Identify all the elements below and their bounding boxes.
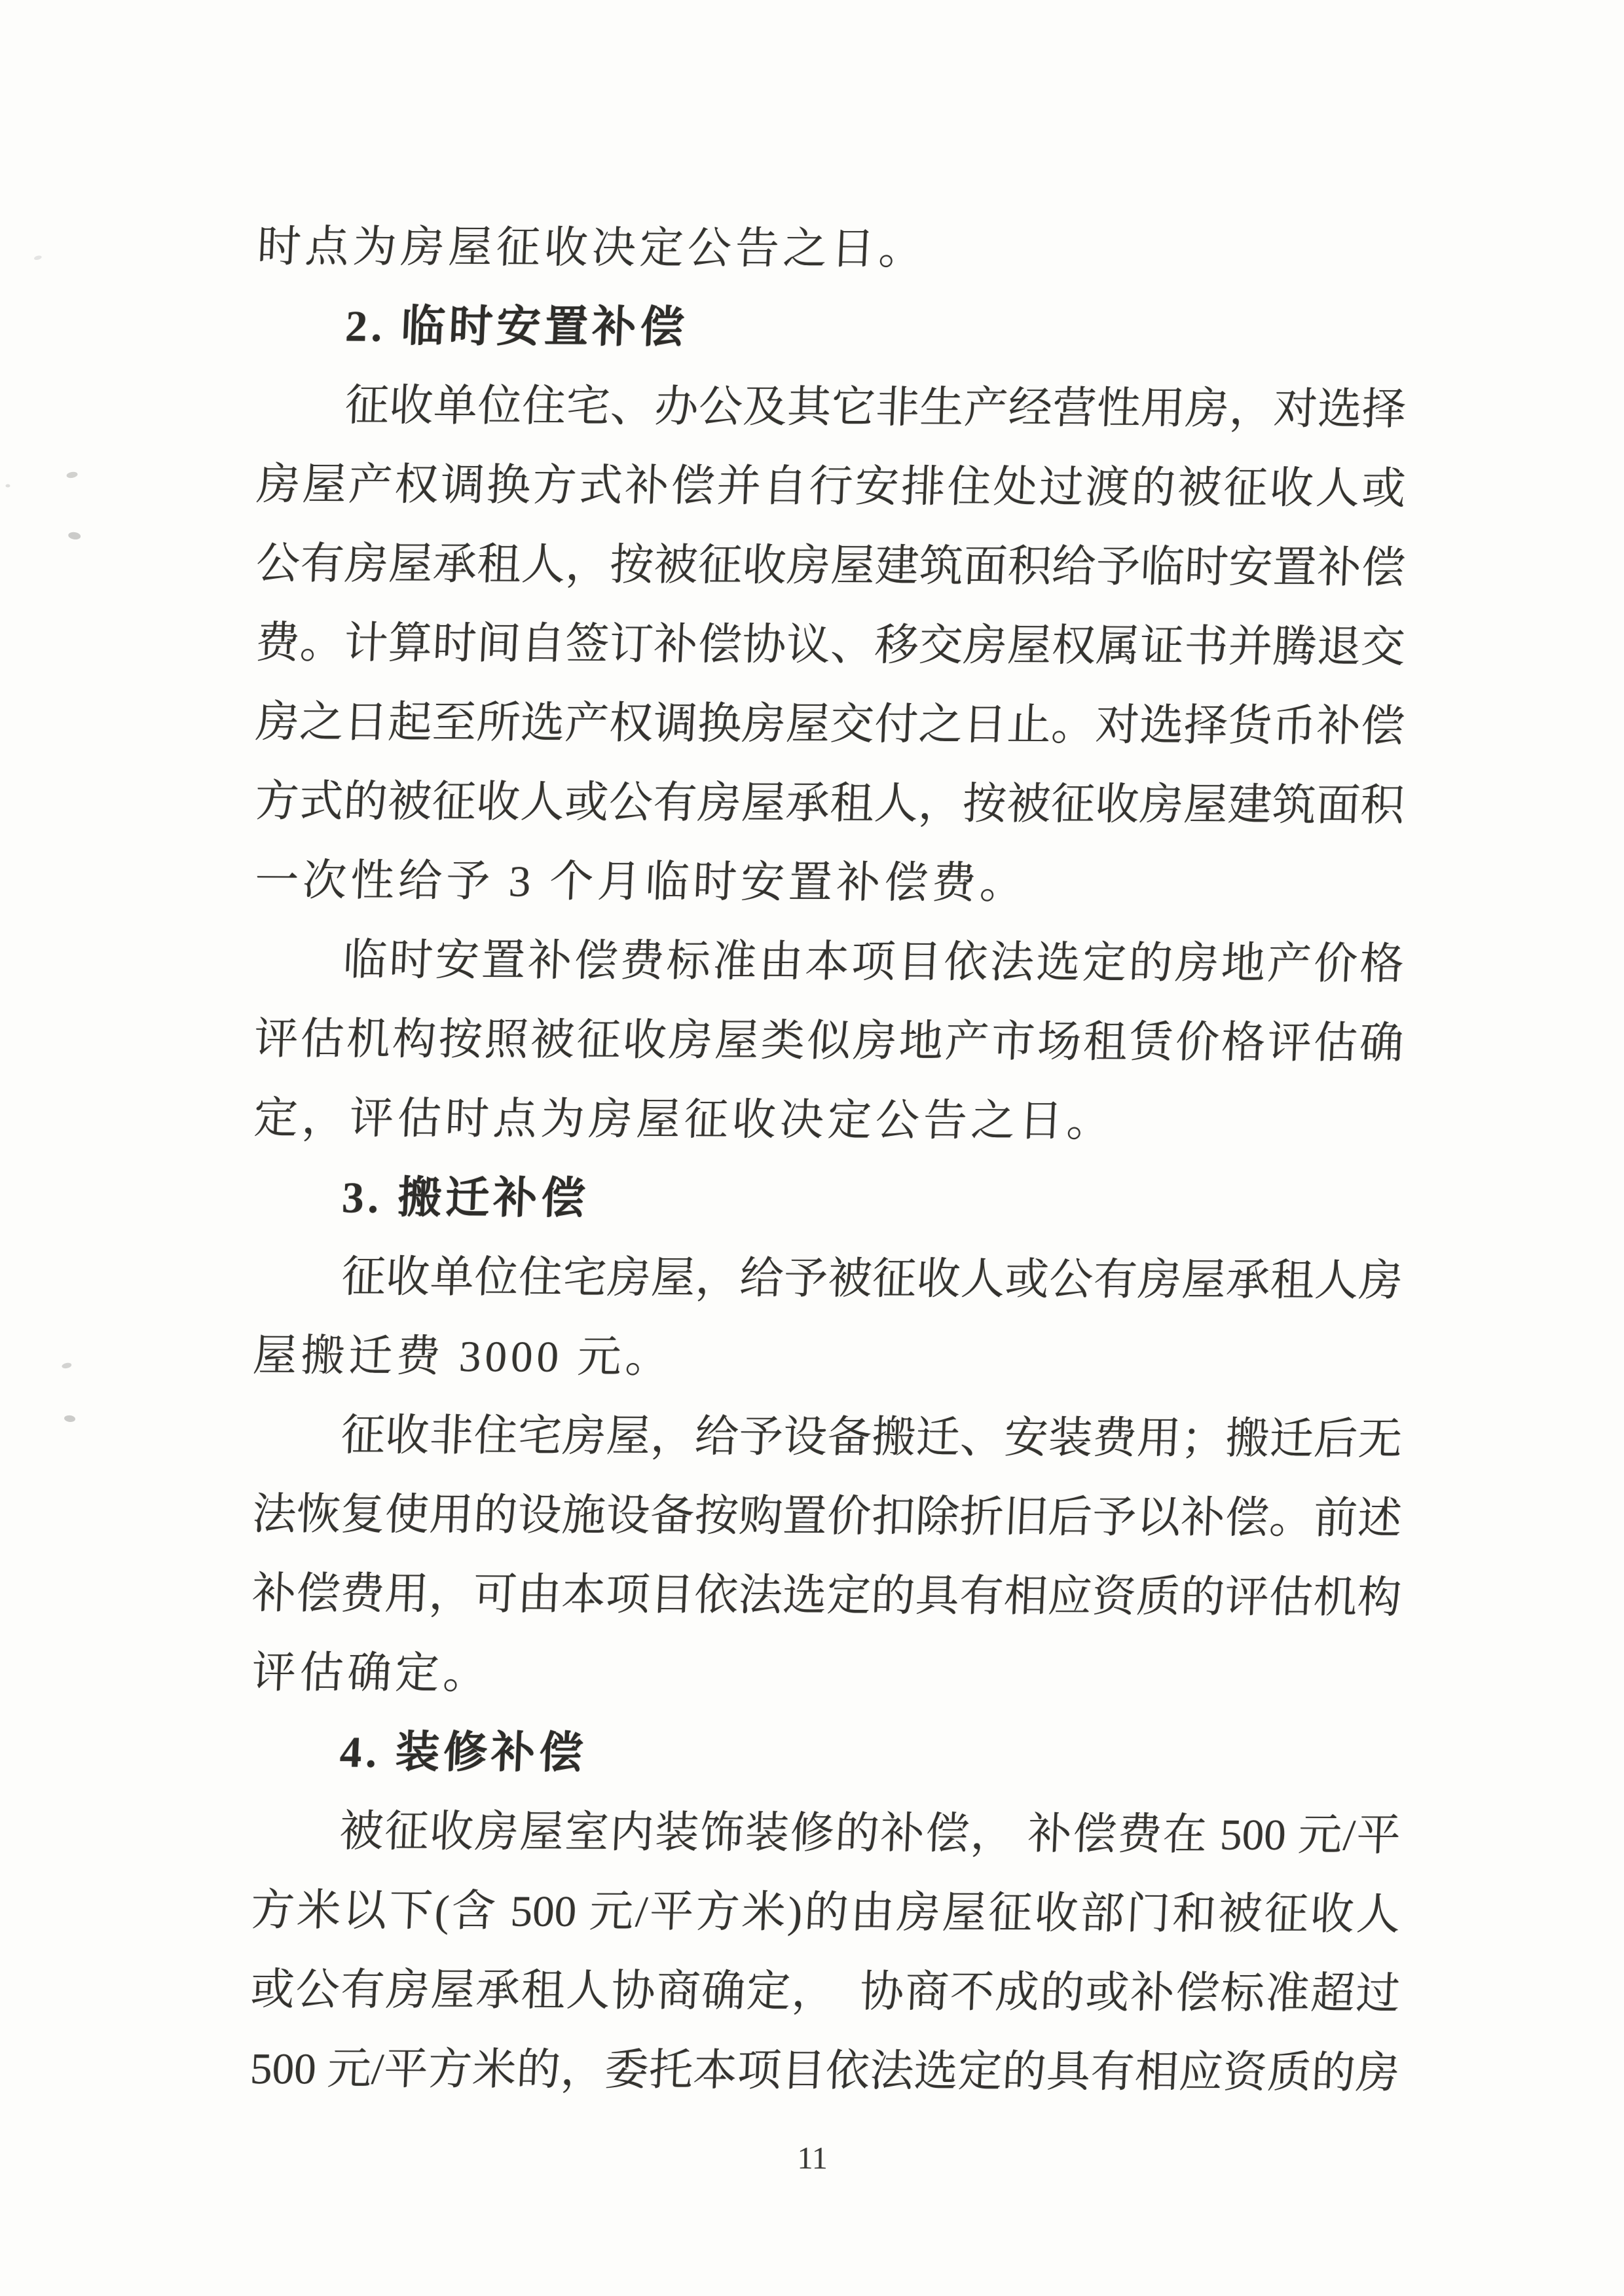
- scan-speck: [64, 1415, 76, 1423]
- scan-speck: [68, 532, 81, 541]
- text-line: 法恢复使用的设施设备按购置价扣除折旧后予以补偿。前述: [251, 1489, 1403, 1543]
- text-line: 被征收房屋室内装饰装修的补偿， 补偿费在 500 元/平: [338, 1807, 1402, 1860]
- text-line: 房屋产权调换方式补偿并自行安排住处过渡的被征收人或: [255, 460, 1407, 513]
- page-number: 11: [797, 2141, 828, 2176]
- text-line: 征收单位住宅、办公及其它非生产经营性用房，对选择: [344, 381, 1407, 434]
- text-line: 500 元/平方米的，委托本项目依法选定的具有相应资质的房: [249, 2044, 1401, 2098]
- text-line: 一次性给予 3 个月临时安置补偿费。: [253, 856, 1029, 908]
- text-line: 方米以下(含 500 元/平方米)的由房屋征收部门和被征收人: [249, 1886, 1401, 1939]
- text-line: 征收单位住宅房屋，给予被征收人或公有房屋承租人房: [341, 1252, 1404, 1305]
- text-line: 方式的被征收人或公有房屋承租人，按被征收房屋建筑面积: [254, 776, 1406, 830]
- text-line: 时点为房屋征收决定公告之日。: [256, 222, 928, 274]
- text-line: 征收非住宅房屋，给予设备搬迁、安装费用；搬迁后无: [340, 1411, 1403, 1464]
- scan-speck: [5, 484, 10, 488]
- text-line: 临时安置补偿费标准由本项目依法选定的房地产价格: [342, 936, 1405, 989]
- text-line: 屋搬迁费 3000 元。: [251, 1331, 674, 1382]
- text-line: 定，评估时点为房屋征收决定公告之日。: [253, 1093, 1116, 1146]
- text-line: 公有房屋承租人，按被征收房屋建筑面积给予临时安置补偿: [255, 539, 1407, 592]
- section-heading: 3. 搬迁补偿: [341, 1173, 590, 1223]
- text-line: 评估机构按照被征收房屋类似房地产市场租赁价格评估确: [253, 1014, 1405, 1068]
- scan-speck: [33, 255, 42, 261]
- document-text-block: [1, 0, 1624, 2098]
- text-line: 费。计算时间自签订补偿协议、移交房屋权属证书并腾退交: [254, 618, 1407, 672]
- text-line: 补偿费用，可由本项目依法选定的具有相应资质的评估机构: [251, 1569, 1403, 1622]
- section-heading: 2. 临时安置补偿: [344, 302, 690, 352]
- text-line: 评估确定。: [250, 1648, 492, 1698]
- scan-speck: [66, 471, 78, 479]
- scan-speck: [62, 1362, 72, 1369]
- text-line: 或公有房屋承租人协商确定， 协商不成的或补偿标准超过: [249, 1965, 1401, 2018]
- text-line: 房之日起至所选产权调换房屋交付之日止。对选择货币补偿: [254, 697, 1406, 751]
- section-heading: 4. 装修补偿: [339, 1728, 588, 1777]
